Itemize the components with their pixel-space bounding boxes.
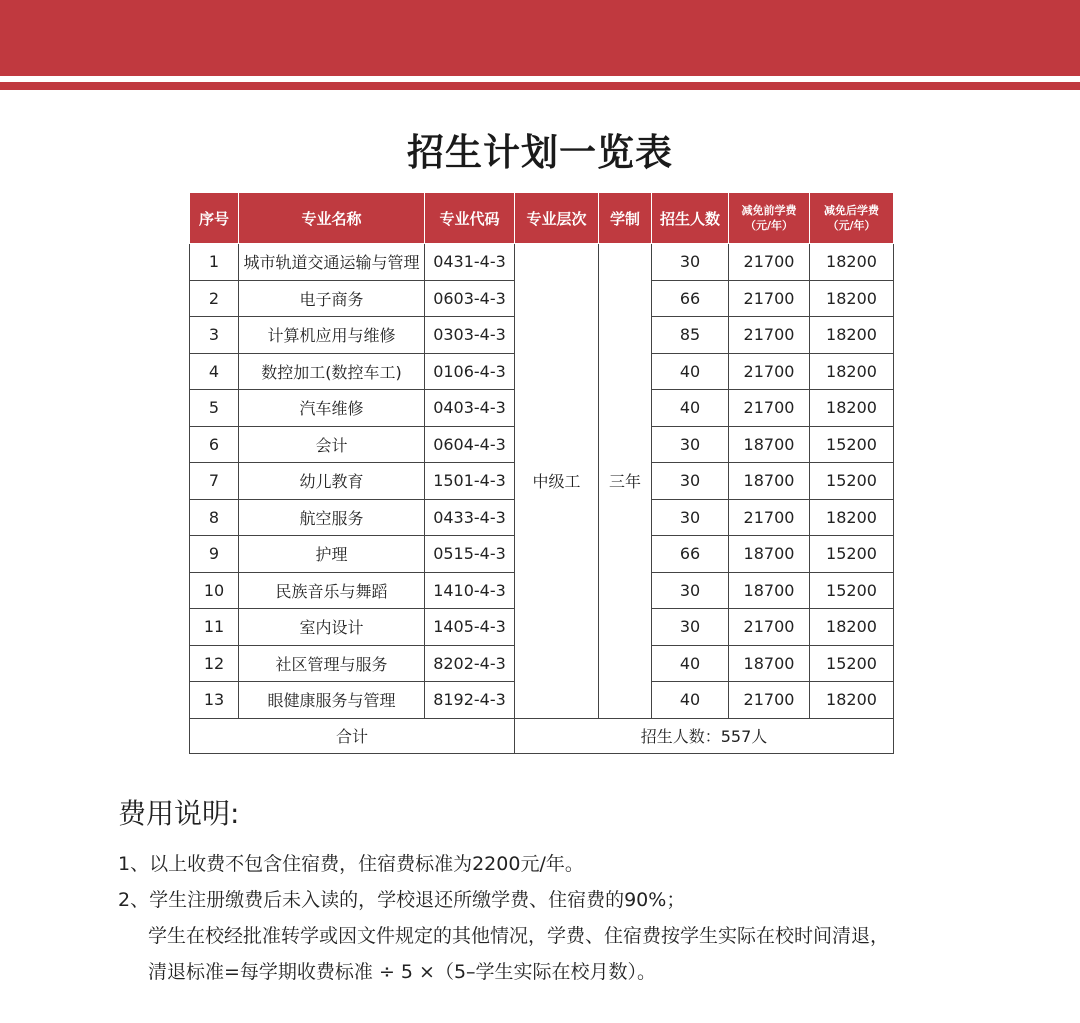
cell-enrollment: 30 [652, 609, 729, 646]
total-value: 招生人数：557人 [515, 718, 894, 753]
cell-major-code: 1410-4-3 [425, 572, 515, 609]
cell-fee-after: 18200 [810, 280, 894, 317]
cell-major-name: 民族音乐与舞蹈 [239, 572, 425, 609]
cell-fee-before: 21700 [729, 609, 810, 646]
cell-fee-after: 18200 [810, 609, 894, 646]
cell-seq: 11 [190, 609, 239, 646]
cell-major-name: 社区管理与服务 [239, 645, 425, 682]
cell-major-name: 眼健康服务与管理 [239, 682, 425, 719]
cell-major-code: 0433-4-3 [425, 499, 515, 536]
note-line-3: 学生在校经批准转学或因文件规定的其他情况，学费、住宿费按学生实际在校时间清退， [148, 925, 890, 947]
cell-seq: 6 [190, 426, 239, 463]
cell-fee-after: 15200 [810, 645, 894, 682]
cell-major-code: 0604-4-3 [425, 426, 515, 463]
cell-major-name: 汽车维修 [239, 390, 425, 427]
header-fee-after-label: 减免后学费 [824, 204, 879, 217]
cell-enrollment: 40 [652, 645, 729, 682]
cell-major-code: 8202-4-3 [425, 645, 515, 682]
note-line-4: 清退标准=每学期收费标准 ÷ 5 ×（5–学生实际在校月数）。 [148, 961, 657, 983]
header-fee-after [810, 193, 894, 244]
header-enrollment: 招生人数 [652, 193, 729, 244]
cell-enrollment: 40 [652, 353, 729, 390]
cell-major-code: 8192-4-3 [425, 682, 515, 719]
cell-major-name: 计算机应用与维修 [239, 317, 425, 354]
cell-enrollment: 30 [652, 572, 729, 609]
cell-seq: 3 [190, 317, 239, 354]
cell-enrollment: 66 [652, 536, 729, 573]
header-fee-before-label: 减免前学费 [741, 204, 797, 217]
cell-duration: 三年 [599, 244, 652, 719]
total-label: 合计 [190, 718, 515, 753]
cell-fee-before: 18700 [729, 426, 810, 463]
cell-enrollment: 40 [652, 682, 729, 719]
cell-fee-before: 21700 [729, 280, 810, 317]
cell-fee-before: 18700 [729, 645, 810, 682]
cell-enrollment: 30 [652, 499, 729, 536]
cell-major-code: 0106-4-3 [425, 353, 515, 390]
fee-notes [118, 792, 1018, 990]
cell-fee-before: 21700 [729, 353, 810, 390]
cell-enrollment: 40 [652, 390, 729, 427]
header-duration: 学制 [599, 193, 652, 244]
cell-fee-after: 18200 [810, 499, 894, 536]
cell-seq: 12 [190, 645, 239, 682]
table-body [190, 244, 894, 754]
header-major-name: 专业名称 [239, 193, 425, 244]
total-row [190, 718, 894, 753]
top-banner [0, 0, 1080, 76]
cell-fee-after: 15200 [810, 536, 894, 573]
cell-seq: 5 [190, 390, 239, 427]
cell-fee-before: 21700 [729, 390, 810, 427]
header-fee-before-unit: （元/年） [744, 219, 794, 232]
cell-major-code: 0515-4-3 [425, 536, 515, 573]
header-level: 专业层次 [515, 193, 599, 244]
cell-fee-before: 21700 [729, 499, 810, 536]
cell-level: 中级工 [515, 244, 599, 719]
cell-enrollment: 30 [652, 463, 729, 500]
cell-seq: 4 [190, 353, 239, 390]
cell-fee-before: 21700 [729, 682, 810, 719]
header-fee-before [729, 193, 810, 244]
cell-fee-before: 21700 [729, 244, 810, 281]
cell-seq: 9 [190, 536, 239, 573]
table-header-row [190, 193, 894, 244]
cell-major-code: 1405-4-3 [425, 609, 515, 646]
cell-major-name: 护理 [239, 536, 425, 573]
banner-stripe [0, 82, 1080, 90]
cell-seq: 7 [190, 463, 239, 500]
page-title: 招生计划一览表 [407, 131, 673, 174]
cell-fee-before: 18700 [729, 463, 810, 500]
header-major-code: 专业代码 [425, 193, 515, 244]
header-fee-after-unit: （元/年） [827, 219, 876, 232]
cell-seq: 1 [190, 244, 239, 281]
note-line-2: 2、学生注册缴费后未入读的，学校退还所缴学费、住宿费的90%； [118, 889, 686, 911]
cell-major-name: 室内设计 [239, 609, 425, 646]
cell-fee-before: 18700 [729, 572, 810, 609]
cell-enrollment: 30 [652, 426, 729, 463]
cell-major-name: 电子商务 [239, 280, 425, 317]
table-row [190, 244, 894, 281]
cell-seq: 8 [190, 499, 239, 536]
cell-major-code: 0603-4-3 [425, 280, 515, 317]
cell-enrollment: 85 [652, 317, 729, 354]
header-seq: 序号 [190, 193, 239, 244]
cell-major-name: 航空服务 [239, 499, 425, 536]
cell-fee-after: 18200 [810, 244, 894, 281]
cell-seq: 10 [190, 572, 239, 609]
cell-fee-before: 21700 [729, 317, 810, 354]
cell-fee-after: 18200 [810, 353, 894, 390]
cell-major-name: 会计 [239, 426, 425, 463]
notes-title: 费用说明: [118, 797, 240, 830]
cell-fee-after: 15200 [810, 463, 894, 500]
cell-seq: 2 [190, 280, 239, 317]
cell-major-code: 0303-4-3 [425, 317, 515, 354]
cell-major-name: 城市轨道交通运输与管理 [239, 244, 425, 281]
cell-fee-after: 15200 [810, 426, 894, 463]
note-line-1: 1、以上收费不包含住宿费，住宿费标准为2200元/年。 [118, 853, 584, 875]
enrollment-plan-table [189, 192, 894, 754]
cell-fee-after: 18200 [810, 682, 894, 719]
cell-major-name: 数控加工(数控车工) [239, 353, 425, 390]
cell-seq: 13 [190, 682, 239, 719]
cell-fee-after: 15200 [810, 572, 894, 609]
cell-major-code: 1501-4-3 [425, 463, 515, 500]
cell-enrollment: 30 [652, 244, 729, 281]
cell-major-code: 0431-4-3 [425, 244, 515, 281]
cell-major-code: 0403-4-3 [425, 390, 515, 427]
cell-fee-after: 18200 [810, 390, 894, 427]
cell-major-name: 幼儿教育 [239, 463, 425, 500]
cell-fee-after: 18200 [810, 317, 894, 354]
cell-fee-before: 18700 [729, 536, 810, 573]
cell-enrollment: 66 [652, 280, 729, 317]
